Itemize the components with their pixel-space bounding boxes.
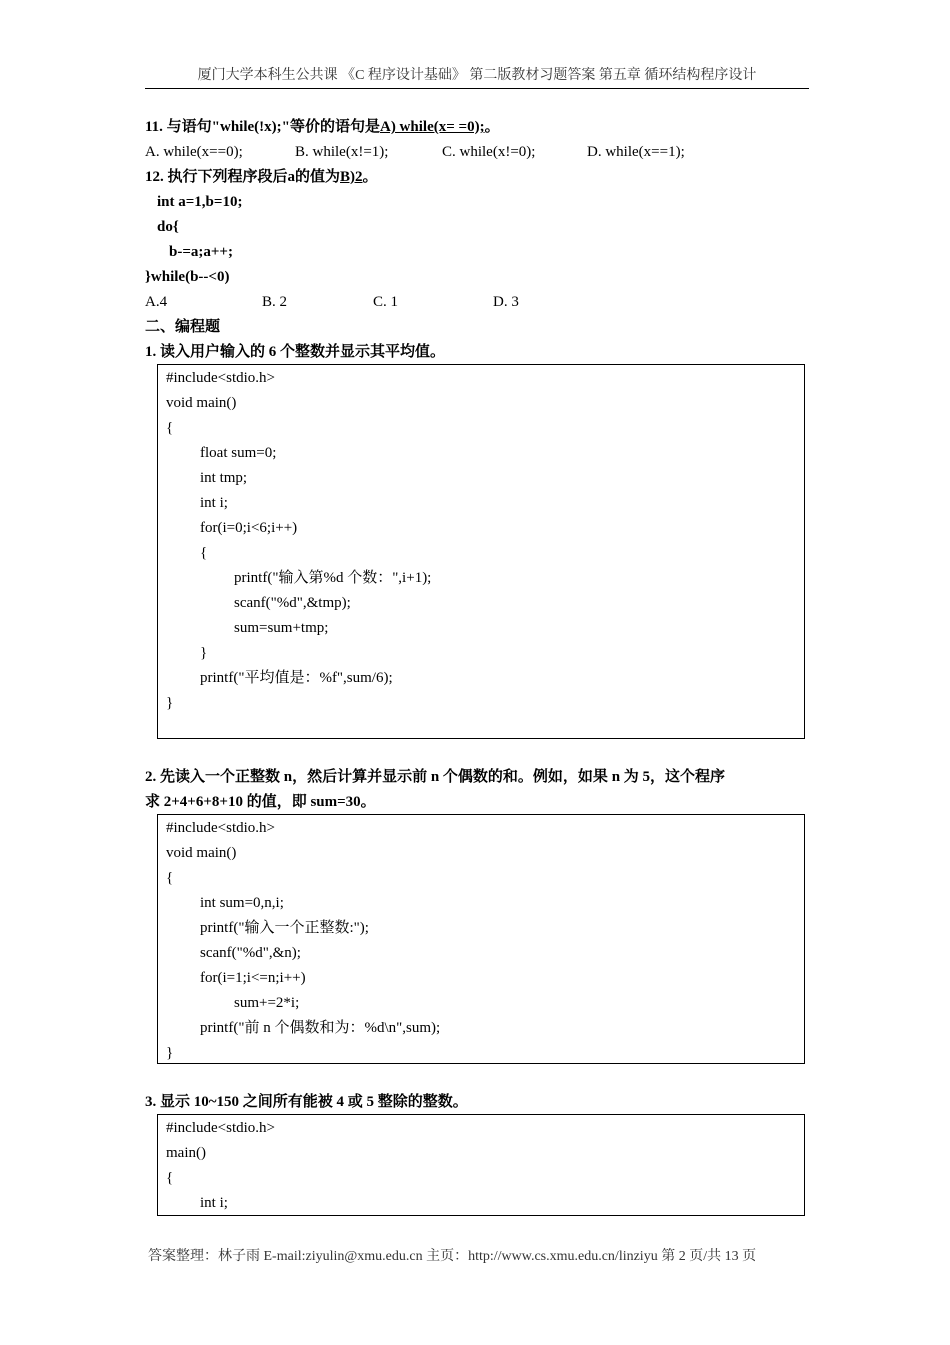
- code-line: scanf("%d",&n);: [200, 945, 301, 961]
- code-line: int sum=0,n,i;: [200, 895, 284, 911]
- page-footer: 答案整理：林子雨 E-mail:ziyulin@xmu.edu.cn 主页：http://www.cs.xmu.edu.cn/linziyu 第 2 页/共 13 页: [148, 1249, 757, 1264]
- problem-3-title: 3. 显示 10~150 之间所有能被 4 或 5 整除的整数。: [145, 1094, 468, 1110]
- code-line: main(): [166, 1145, 206, 1161]
- code-line: {: [166, 870, 174, 886]
- problem-2-code-box: [157, 814, 805, 1064]
- code-line: printf("平均值是：%f",sum/6);: [200, 670, 393, 686]
- problem-1-title: 1. 读入用户输入的 6 个整数并显示其平均值。: [145, 344, 446, 360]
- code-line: #include<stdio.h>: [166, 1120, 275, 1136]
- code-line: sum=sum+tmp;: [234, 620, 329, 636]
- question-11: [145, 117, 500, 137]
- code-line: {: [166, 1170, 174, 1186]
- code-line: int tmp;: [200, 470, 248, 486]
- question-11-title: 11. 与语句"while(!x);"等价的语句是: [145, 119, 380, 135]
- question-11-end: 。: [484, 119, 500, 135]
- question-12-title: 12. 执行下列程序段后a的值为: [145, 169, 341, 185]
- code-line: }: [166, 695, 174, 711]
- page-header: 厦门大学本科生公共课 《C 程序设计基础》 第二版教材习题答案 第五章 循环结构程序设计: [145, 64, 809, 89]
- code-line: }: [166, 1045, 174, 1061]
- question-11-answer: A) while(x= =0);: [379, 119, 485, 135]
- code-line: scanf("%d",&tmp);: [234, 595, 351, 611]
- code-line: {: [200, 545, 208, 561]
- question-12-end: 。: [362, 169, 378, 185]
- q12-option-d: D. 3: [493, 294, 519, 310]
- q12-code-line: do{: [157, 219, 179, 235]
- q11-option-a: A. while(x==0);: [145, 144, 243, 160]
- q12-code-line: int a=1,b=10;: [157, 194, 243, 210]
- question-12-answer: B)2: [340, 169, 363, 185]
- code-line: printf("输入一个正整数:");: [200, 920, 369, 936]
- code-line: float sum=0;: [200, 445, 277, 461]
- code-line: #include<stdio.h>: [166, 370, 275, 386]
- q12-option-b: B. 2: [262, 294, 288, 310]
- q11-option-c: C. while(x!=0);: [442, 144, 536, 160]
- code-line: sum+=2*i;: [234, 995, 300, 1011]
- code-line: printf("输入第%d 个数：",i+1);: [234, 570, 432, 586]
- q12-code-line: b-=a;a++;: [169, 244, 233, 260]
- code-line: int i;: [200, 495, 228, 511]
- q11-option-b: B. while(x!=1);: [295, 144, 389, 160]
- q12-option-a: A.4: [145, 294, 168, 310]
- code-line: for(i=1;i<=n;i++): [200, 970, 306, 986]
- q12-code-line: }while(b--<0): [145, 269, 230, 285]
- code-line: for(i=0;i<6;i++): [200, 520, 298, 536]
- code-line: void main(): [166, 845, 237, 861]
- code-line: #include<stdio.h>: [166, 820, 275, 836]
- code-line: }: [200, 645, 208, 661]
- question-12: [145, 167, 378, 187]
- problem-1-code-box: [157, 364, 805, 739]
- q11-option-d: D. while(x==1);: [587, 144, 685, 160]
- code-line: printf("前 n 个偶数和为：%d\n",sum);: [200, 1020, 441, 1036]
- code-line: int i;: [200, 1195, 228, 1211]
- problem-2-title-line-1: 2. 先读入一个正整数 n，然后计算并显示前 n 个偶数的和。例如，如果 n 为 5，这个程序: [145, 769, 726, 785]
- problem-3-code-box: [157, 1114, 805, 1216]
- section-heading: 二、编程题: [145, 319, 221, 335]
- code-line: void main(): [166, 395, 237, 411]
- code-line: {: [166, 420, 174, 436]
- q12-option-c: C. 1: [373, 294, 399, 310]
- problem-2-title-line-2: 求 2+4+6+8+10 的值，即 sum=30。: [145, 794, 376, 810]
